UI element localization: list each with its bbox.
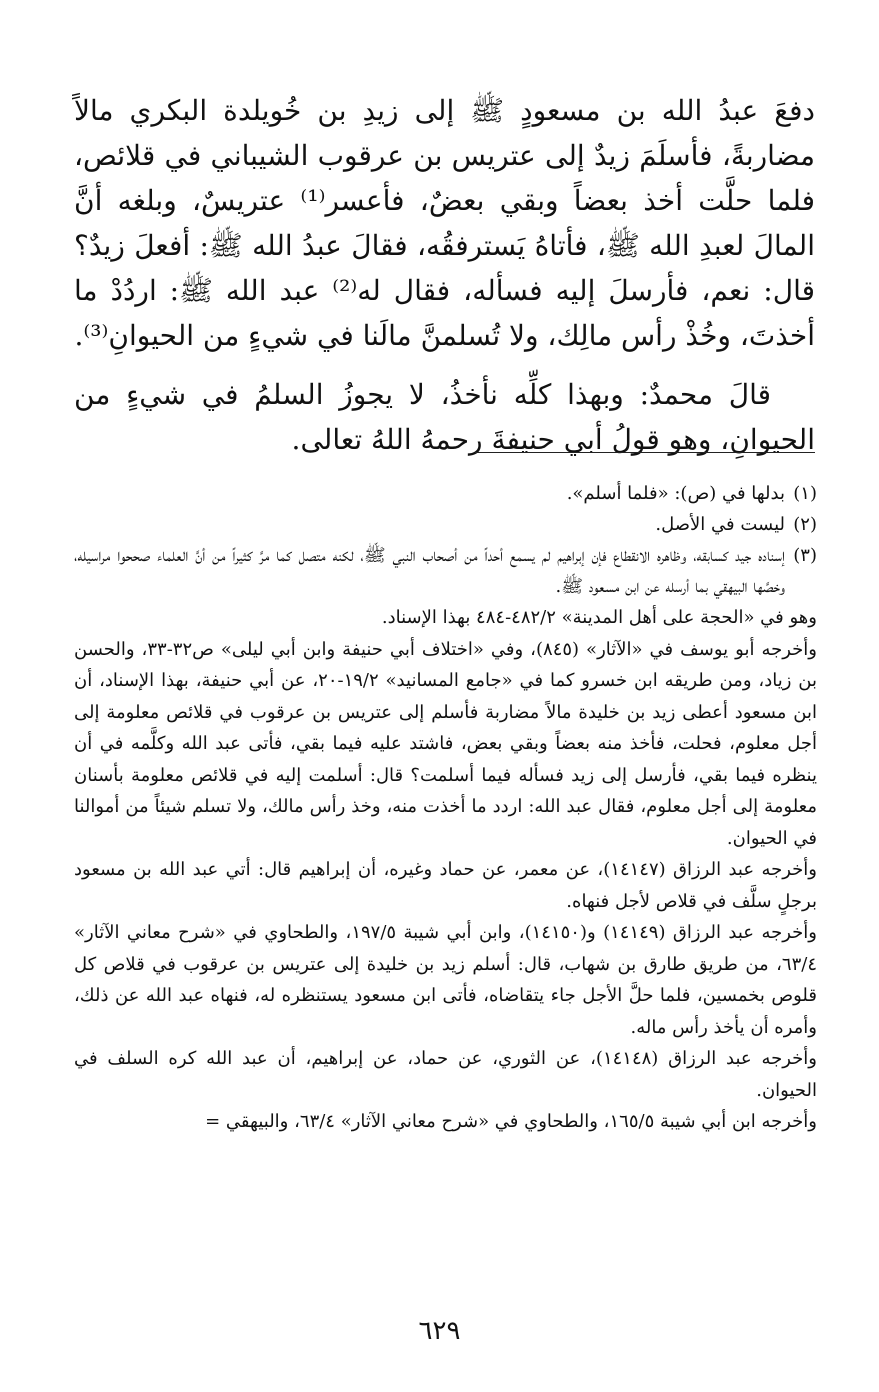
footnote-number: (٢)	[793, 514, 817, 535]
footnote-paragraph: وأخرجه عبد الرزاق (١٤١٤٨)، عن الثوري، عن حماد، عن إبراهيم، أن عبد الله كره السلف في الحيوان.	[74, 1048, 817, 1101]
page-number: ٦٢٩	[418, 1316, 461, 1346]
footnote-paragraph: وأخرجه ابن أبي شيبة ١٦٥/٥، والطحاوي في «شرح معاني الآثار» ٦٣/٤، والبيهقي =	[205, 1111, 817, 1132]
footnote-text: ليست في الأصل.	[655, 514, 785, 535]
footnote-paragraph: وأخرجه أبو يوسف في «الآثار» (٨٤٥)، وفي «اختلاف أبي حنيفة وابن أبي ليلى» ص٣٢-٣٣، والحسن بن زياد، ومن طريقه ابن خسرو كما في «جامع المسانيد» ١٩/٢-٢٠، عن أبي حنيفة، بهذا الإسناد، أن ابن مسعود أعطى زيد بن خليدة مالاً مضاربة فأسلم إلى عتريس بن عرقوب في قلائص معلومة إلى أجل معلوم، فحلت، فأخذ منه بعضاً وبقي بعض، فاشتد عليه فيما بقي، فأتى عبد الله وكلَّمه في أن ينظره فيما بقي، فأرسل إلى زيد فسأله فيما أسلمت؟ قال: أسلمت إليه في قلائص معلومة بأسنان معلومة إلى أجل معلوم، فقال عبد الله: اردد ما أخذت منه، وخذ رأس مالك، ولا تسلم شيئاً من أموالنا في الحيوان.	[74, 638, 817, 849]
footnote-1	[74, 478, 817, 509]
footnote-separator	[475, 452, 815, 453]
footnote-text: بدلها في (ص): «فلما أسلم».	[566, 483, 785, 504]
footnote-number: (١)	[793, 483, 817, 504]
footnote-2	[74, 509, 817, 540]
main-text	[74, 88, 815, 462]
footnotes	[74, 478, 817, 1138]
footnote-text: إسناده جيد كسابقه، وظاهره الانقطاع فإن إبراهيم لم يسمع أحداً من أصحاب النبي ﷺ، لكنه متصل كما مرَّ كثيراً من أنَّ العلماء صححوا مراسيله، وخصَّها البيهقي بما أرسله عن ابن مسعود ﷺ.	[74, 545, 785, 597]
footnote-paragraph: وأخرجه عبد الرزاق (١٤١٤٧)، عن معمر، عن حماد وغيره، أن إبراهيم قال: أتي عبد الله بن مسعود برجلٍ سلَّف في قلاص لأجل فنهاه.	[74, 859, 818, 912]
main-paragraph-2: قالَ محمدٌ: وبهذا كلِّه نأخذُ، لا يجوزُ السلمُ في شيءٍ من الحيوانِ، وهو قولُ أبي حنيفةَ رحمهُ اللهُ تعالى.	[74, 378, 815, 456]
footnote-paragraph: وأخرجه عبد الرزاق (١٤١٤٩) و(١٤١٥٠)، وابن أبي شيبة ١٩٧/٥، والطحاوي في «شرح معاني الآثار» ٦٣/٤، من طريق طارق بن شهاب، قال: أسلم زيد بن خليدة إلى عتريس بن عرقوب في قلاص كل قلوص بخمسين، فلما حلَّ الأجل جاء يتقاضاه، فأتى ابن مسعود يستنظره له، فنهاه عبد الله عن ذلك، وأمره أن يأخذ رأس ماله.	[74, 922, 817, 1038]
footnote-3	[74, 540, 817, 602]
footnote-paragraph: وهو في «الحجة على أهل المدينة» ٤٨٢/٢-٤٨٤ بهذا الإسناد.	[381, 607, 817, 628]
main-paragraph-1: دفعَ عبدُ الله بن مسعودٍ ﷺ إلى زيدِ بن خُويلدة البكري مالاً مضاربةً، فأسلَمَ زيدٌ إلى عتريس بن عرقوب الشيباني في قلائص، فلما حلَّت أخذ بعضاً وبقي بعضٌ، فأعسر⁽¹⁾ عتريسٌ، وبلغه أنَّ المالَ لعبدِ الله ﷺ، فأتاهُ يَسترفقُه، فقالَ عبدُ الله ﷺ: أفعلَ زيدٌ؟ قال: نعم، فأرسلَ إليه فسأله، فقال له⁽²⁾ عبد الله ﷺ: اردُدْ ما أخذتَ، وخُذْ رأس مالِك، ولا تُسلمنَّ مالَنا في شيءٍ من الحيوانِ⁽³⁾.	[74, 94, 816, 352]
footnote-number: (٣)	[793, 545, 817, 566]
